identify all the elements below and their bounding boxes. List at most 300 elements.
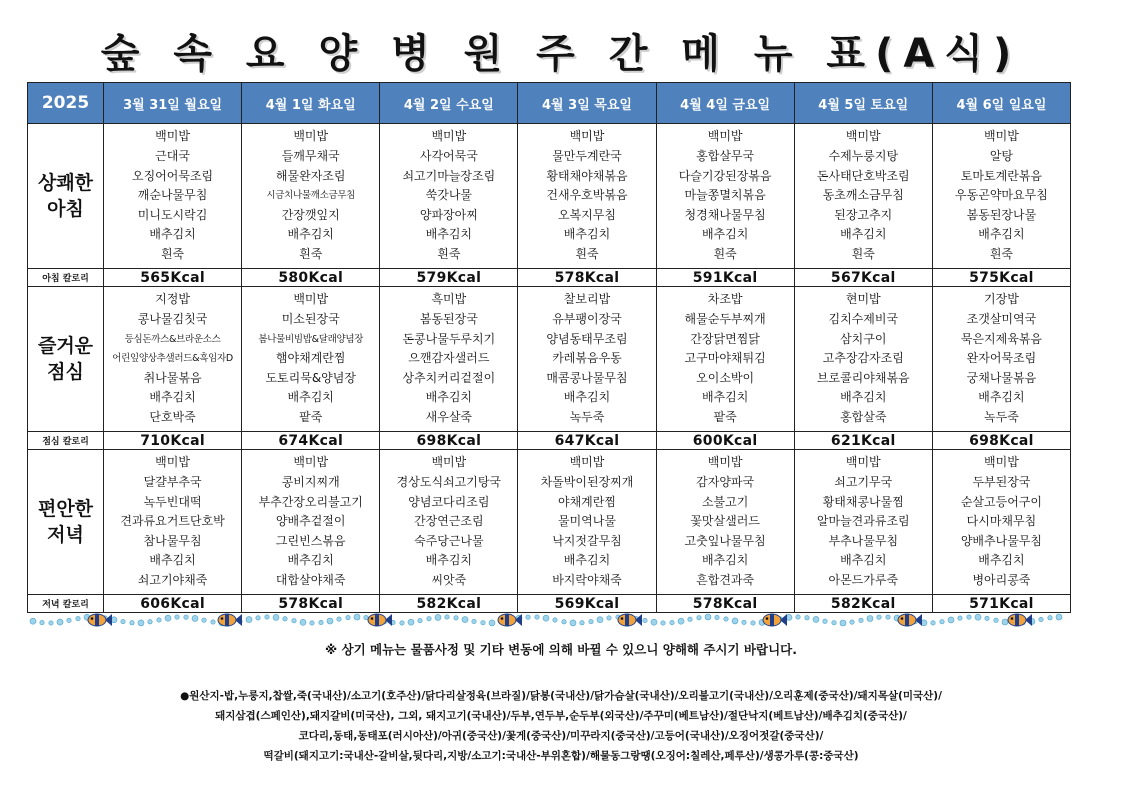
meal-label-line: 편안한 — [37, 498, 94, 520]
kcal-value: 569Kcal — [518, 595, 656, 613]
menu-item: 부추나물무침 — [828, 533, 899, 548]
bubble-icon — [435, 614, 441, 620]
change-notice: ※ 상기 메뉴는 물품사정 및 기타 변동에 의해 바뀔 수 있으니 양해해 주시기 바랍니다. — [325, 642, 797, 657]
bubble-icon — [607, 616, 611, 620]
fish-icon — [618, 614, 642, 626]
bubble-icon — [121, 619, 125, 623]
menu-item: 경상도식쇠고기탕국 — [396, 475, 502, 490]
menu-item: 아몬드가루죽 — [828, 572, 899, 587]
menu-item: 배추김치 — [701, 227, 749, 242]
menu-item: 흰죽 — [575, 246, 599, 261]
kcal-value: 578Kcal — [242, 595, 380, 613]
bubble-icon — [985, 616, 989, 620]
year-header: 2025 — [28, 83, 104, 124]
bubble-icon — [688, 617, 692, 621]
menu-cell — [104, 124, 242, 269]
kcal-label: 저녁 칼로리 — [28, 595, 104, 613]
menu-item: 백미밥 — [569, 455, 605, 470]
menu-item: 배추김치 — [149, 227, 196, 242]
menu-item: 김치수제비국 — [828, 312, 899, 327]
origin-line: 코다리,동태,동태포(러시아산)/아귀(중국산)/꽃게(중국산)/미꾸라지(중국산)/고등어(국내산)/오징어젓갈(중국산)/ — [298, 730, 824, 742]
menu-item: 두부된장국 — [972, 475, 1031, 490]
bubble-icon — [651, 619, 657, 625]
menu-cell — [242, 450, 380, 595]
menu-item: 카레볶음우동 — [552, 351, 622, 366]
menu-item: 바지락야채죽 — [552, 572, 622, 587]
bubble-icon — [535, 615, 539, 619]
kcal-value: 591Kcal — [656, 269, 794, 287]
bubble-icon — [948, 617, 954, 623]
menu-item: 궁채나물볶음 — [966, 370, 1037, 385]
kcal-value: 565Kcal — [104, 269, 242, 287]
bubble-icon — [589, 619, 593, 623]
bubble-icon — [30, 618, 36, 624]
menu-item: 녹두죽 — [984, 409, 1019, 424]
bubble-icon — [886, 615, 890, 619]
kcal-value: 578Kcal — [518, 269, 656, 287]
menu-cell — [380, 124, 518, 269]
kcal-value: 621Kcal — [794, 432, 932, 450]
bubble-icon — [265, 615, 269, 619]
menu-item: 브로콜리야채볶음 — [816, 370, 910, 385]
menu-item: 백미밥 — [431, 455, 467, 470]
menu-item: 흰죽 — [437, 246, 461, 261]
bubble-icon — [724, 617, 728, 621]
bubble-icon — [994, 618, 998, 622]
menu-item: 쇠고기야채죽 — [137, 572, 208, 587]
bubble-icon — [526, 615, 530, 619]
day-header: 4월 6일 일요일 — [932, 83, 1070, 124]
bubble-icon — [661, 621, 665, 625]
bubble-icon — [543, 615, 549, 621]
menu-item: 간장닭면찜닭 — [690, 331, 760, 346]
bubble-icon — [202, 618, 206, 622]
menu-item: 배추김치 — [149, 390, 196, 405]
menu-cell — [380, 287, 518, 432]
menu-cell — [656, 287, 794, 432]
kcal-value: 674Kcal — [242, 432, 380, 450]
bubble-icon — [427, 617, 431, 621]
bubble-icon — [472, 619, 476, 623]
menu-item: 현미밥 — [845, 292, 881, 307]
menu-item: 야채계란찜 — [558, 494, 616, 509]
menu-item: 된장고추지 — [834, 207, 893, 222]
menu-item: 콩비지찌개 — [281, 475, 340, 490]
bubble-icon — [400, 621, 404, 625]
menu-item: 대합살야채죽 — [275, 572, 346, 587]
menu-item: 돈콩나물두루치기 — [402, 331, 496, 346]
menu-item: 햄야채계란찜 — [275, 351, 346, 366]
meal-label-line: 아침 — [47, 198, 84, 220]
bubble-icon — [157, 618, 161, 622]
fish-icon — [88, 614, 112, 626]
menu-cell — [104, 450, 242, 595]
bubble-icon — [292, 619, 296, 623]
menu-item: 흔합견과죽 — [696, 572, 755, 587]
bubble-icon — [840, 620, 846, 626]
meal-label — [28, 450, 104, 595]
menu-item: 차돌박이된장찌개 — [540, 475, 634, 490]
origin-line: 돼지삼겹(스페인산),돼지갈비(미국산), 그외, 돼지고기(국내산)/두부,연두부,순두부(외국산)/주꾸미(베트남산)/절단낙지(베트남산)/배추김치(중국산)/ — [215, 710, 907, 722]
bubble-icon — [454, 616, 458, 620]
meal-row — [28, 124, 1071, 269]
bubble-icon — [813, 616, 819, 622]
bubble-icon — [192, 615, 198, 621]
bubble-icon — [823, 619, 827, 623]
menu-item: 삼치구이 — [840, 331, 887, 346]
menu-item: 단호박죽 — [149, 409, 196, 424]
menu-item: 우동곤약마요무침 — [955, 188, 1048, 203]
menu-item: 흰죽 — [713, 246, 737, 261]
menu-item: 사각어묵국 — [419, 149, 478, 164]
bubble-icon — [319, 620, 323, 624]
menu-item: 청경채나물무침 — [684, 207, 766, 222]
day-header: 4월 1일 화요일 — [242, 83, 380, 124]
menu-item: 백미밥 — [293, 129, 329, 144]
menu-item: 그린빈스볶음 — [275, 533, 346, 548]
day-header: 4월 5일 토요일 — [794, 83, 932, 124]
menu-item: 부추간장오리불고기 — [258, 494, 363, 509]
bubble-icon — [877, 615, 881, 619]
bubble-icon — [418, 618, 422, 622]
kcal-value: 698Kcal — [932, 432, 1070, 450]
menu-item: 취나물볶음 — [143, 370, 202, 385]
menu-item: 어린잎양상추샐러드&흑임자D — [112, 353, 233, 365]
bubble-icon — [1002, 619, 1008, 625]
menu-item: 쇠고기마늘장조림 — [402, 168, 496, 183]
menu-item: 백미밥 — [293, 455, 329, 470]
menu-item: 봄나물비빔밥&달래양념장 — [258, 333, 364, 345]
bubble-icon — [489, 620, 495, 626]
bubble-icon — [310, 621, 314, 625]
menu-item: 미소된장국 — [281, 312, 340, 327]
bubble-icon — [57, 619, 63, 625]
fish-icon — [368, 614, 392, 626]
menu-item: 지정밥 — [155, 292, 190, 307]
menu-item: 묵은지제육볶음 — [960, 331, 1042, 346]
bubble-icon — [300, 619, 306, 625]
menu-item: 양파장아찌 — [419, 207, 478, 222]
menu-item: 양념코다리조림 — [408, 494, 490, 509]
menu-item: 감자양파국 — [696, 475, 755, 490]
kcal-value: 578Kcal — [656, 595, 794, 613]
menu-cell — [242, 124, 380, 269]
menu-item: 토마토계란볶음 — [960, 168, 1042, 183]
menu-cell — [104, 287, 242, 432]
bubble-icon — [705, 614, 711, 620]
menu-item: 배추김치 — [563, 553, 611, 568]
menu-item: 다시마채무침 — [966, 514, 1037, 529]
meal-label-line: 상쾌한 — [37, 172, 94, 194]
menu-item: 병아리콩죽 — [972, 572, 1031, 587]
bubble-icon — [346, 615, 350, 619]
menu-item: 팥죽 — [299, 409, 323, 424]
menu-item: 봄동된장국 — [419, 312, 478, 327]
menu-item: 도토리묵&양념장 — [265, 370, 356, 385]
menu-item: 오징어어묵조림 — [131, 168, 214, 183]
menu-item: 간장깻잎지 — [281, 207, 340, 222]
bubble-icon — [751, 621, 755, 625]
menu-item: 양념동태무조림 — [546, 331, 628, 346]
kcal-value: 567Kcal — [794, 269, 932, 287]
menu-item: 흰죽 — [851, 246, 875, 261]
bubble-icon — [805, 616, 809, 620]
bubble-icon — [1056, 614, 1062, 620]
menu-item: 돈사태단호박조림 — [816, 168, 910, 183]
menu-item: 배추김치 — [563, 227, 611, 242]
menu-item: 낙지젓갈무침 — [552, 533, 622, 548]
bubble-icon — [867, 616, 873, 622]
menu-item: 건새우호박볶음 — [546, 188, 628, 203]
menu-item: 동초깨소금무침 — [822, 188, 904, 203]
bubble-icon — [597, 617, 603, 623]
bubble-icon — [580, 621, 584, 625]
kcal-value: 600Kcal — [656, 432, 794, 450]
menu-item: 양배추겉절이 — [275, 514, 346, 529]
menu-item: 다슬기강된장볶음 — [678, 168, 772, 183]
meal-label-line: 저녁 — [47, 524, 84, 546]
bubble-icon — [715, 615, 719, 619]
bubble-icon — [256, 616, 260, 620]
menu-item: 견과류요거트단호박 — [120, 514, 225, 529]
origin-info — [40, 686, 1082, 766]
bubble-icon — [481, 621, 485, 625]
menu-item: 순살고등어구이 — [960, 494, 1042, 509]
menu-item: 흰죽 — [299, 246, 323, 261]
kcal-value: 582Kcal — [794, 595, 932, 613]
menu-item: 흑미밥 — [431, 292, 467, 307]
menu-item: 백미밥 — [431, 129, 467, 144]
menu-item: 들깨무채국 — [281, 149, 340, 164]
menu-cell — [518, 287, 656, 432]
day-header: 4월 2일 수요일 — [380, 83, 518, 124]
menu-item: 배추김치 — [425, 227, 473, 242]
bubble-icon — [67, 618, 71, 622]
menu-item: 알마늘견과류조림 — [816, 514, 910, 529]
menu-item: 배추김치 — [287, 227, 334, 242]
header-row — [28, 83, 1071, 124]
bubble-icon — [130, 621, 134, 625]
bubble-icon — [462, 617, 468, 623]
day-header: 4월 3일 목요일 — [518, 83, 656, 124]
menu-item: 황태채야채볶음 — [546, 168, 628, 183]
bubble-icon — [327, 618, 333, 624]
fish-icon — [218, 614, 242, 626]
menu-item: 차조밥 — [707, 292, 743, 307]
bubble-icon — [678, 618, 684, 624]
menu-item: 쇠고기무국 — [834, 475, 893, 490]
kcal-value: 575Kcal — [932, 269, 1070, 287]
page-title: 숲 속 요 양 병 원 주 간 메 뉴 표(A식) — [100, 31, 1022, 77]
menu-item: 녹두죽 — [569, 409, 605, 424]
menu-item: 백미밥 — [155, 455, 190, 470]
bubble-icon — [211, 620, 215, 624]
menu-item: 백미밥 — [845, 455, 881, 470]
bubble-icon — [40, 620, 44, 624]
menu-item: 흰죽 — [160, 246, 185, 261]
bubble-icon — [832, 621, 836, 625]
menu-item: 백미밥 — [984, 455, 1019, 470]
menu-item: 고구마야채튀김 — [684, 351, 766, 366]
bubble-icon — [138, 620, 144, 626]
menu-item: 녹두빈대떡 — [143, 494, 202, 509]
menu-item: 물만두계란국 — [552, 149, 622, 164]
menu-item: 쑥갓나물 — [425, 188, 473, 203]
menu-item: 유부팽이장국 — [552, 312, 622, 327]
menu-item: 배추김치 — [840, 553, 887, 568]
menu-item: 배추김치 — [978, 227, 1025, 242]
menu-item: 미니도시락김 — [137, 207, 208, 222]
meal-label-line: 점심 — [47, 361, 84, 383]
menu-cell — [518, 124, 656, 269]
menu-item: 시금치나물깨소금무침 — [266, 190, 356, 202]
menu-item: 배추김치 — [701, 390, 749, 405]
bubble-icon — [49, 621, 53, 625]
meal-row — [28, 450, 1071, 595]
menu-item: 황태채콩나물찜 — [822, 494, 904, 509]
bubble-icon — [643, 618, 647, 622]
kcal-row — [28, 432, 1071, 450]
menu-cell — [242, 287, 380, 432]
menu-item: 해물순두부찌개 — [684, 312, 766, 327]
bubble-icon — [931, 621, 935, 625]
menu-item: 백미밥 — [707, 129, 743, 144]
menu-cell — [656, 450, 794, 595]
menu-item: 백미밥 — [707, 455, 743, 470]
kcal-label: 아침 칼로리 — [28, 269, 104, 287]
bubble-icon — [940, 620, 944, 624]
menu-cell — [932, 450, 1070, 595]
kcal-row — [28, 269, 1071, 287]
kcal-value: 710Kcal — [104, 432, 242, 450]
menu-item: 배추김치 — [425, 390, 473, 405]
menu-item: 숙주당근나물 — [414, 533, 484, 548]
kcal-value: 579Kcal — [380, 269, 518, 287]
menu-item: 조갯살미역국 — [966, 312, 1037, 327]
bubble-icon — [184, 615, 188, 619]
meal-label-line: 즐거운 — [37, 335, 94, 357]
bubble-icon — [273, 614, 279, 620]
kcal-value: 582Kcal — [380, 595, 518, 613]
bubble-icon — [246, 617, 252, 623]
bubble-icon — [408, 619, 414, 625]
menu-item: 배추김치 — [287, 553, 334, 568]
menu-item: 콩나물김칫국 — [137, 312, 208, 327]
meal-row — [28, 287, 1071, 432]
menu-item: 마늘쫑멸치볶음 — [684, 188, 766, 203]
bubble-icon — [697, 616, 701, 620]
menu-item: 물미역나물 — [558, 514, 616, 529]
menu-item: 간장연근조림 — [414, 514, 484, 529]
bubble-icon — [859, 618, 863, 622]
meal-label — [28, 124, 104, 269]
menu-item: 팥죽 — [713, 409, 737, 424]
kcal-value: 698Kcal — [380, 432, 518, 450]
weekly-menu-table — [27, 82, 1071, 613]
menu-item: 배추김치 — [978, 553, 1025, 568]
menu-cell — [932, 287, 1070, 432]
bubble-icon — [967, 615, 971, 619]
menu-cell — [794, 450, 932, 595]
menu-item: 백미밥 — [569, 129, 605, 144]
menu-item: 홍합살무국 — [696, 149, 755, 164]
kcal-value: 647Kcal — [518, 432, 656, 450]
fish-icon — [763, 614, 787, 626]
bubble-icon — [364, 615, 368, 619]
menu-item: 배추김치 — [563, 390, 611, 405]
menu-item: 백미밥 — [293, 292, 329, 307]
bubble-icon — [850, 620, 854, 624]
bubble-icon — [562, 620, 566, 624]
bubble-icon — [742, 620, 746, 624]
bubble-icon — [553, 618, 557, 622]
menu-item: 배추김치 — [287, 390, 334, 405]
menu-item: 해물완자조림 — [275, 168, 346, 183]
bubble-icon — [1048, 616, 1052, 620]
menu-item: 오이소박이 — [696, 370, 755, 385]
menu-item: 백미밥 — [155, 129, 190, 144]
bubble-icon — [796, 615, 800, 619]
menu-item: 배추김치 — [840, 227, 887, 242]
menu-item: 고춧잎나물무침 — [684, 533, 766, 548]
menu-cell — [794, 124, 932, 269]
fish-icon — [898, 614, 922, 626]
bubble-icon — [1039, 617, 1043, 621]
menu-item: 상추치커리겉절이 — [402, 370, 496, 385]
menu-item: 수제누룽지탕 — [828, 149, 899, 164]
bubble-icon — [958, 616, 962, 620]
menu-cell — [932, 124, 1070, 269]
menu-item: 배추김치 — [149, 553, 196, 568]
menu-item: 흰죽 — [989, 246, 1014, 261]
menu-item: 근대국 — [155, 149, 190, 164]
fish-icon — [1008, 614, 1032, 626]
meal-label — [28, 287, 104, 432]
bubble-icon — [445, 615, 449, 619]
menu-cell — [380, 450, 518, 595]
menu-item: 매콤콩나물무침 — [546, 370, 628, 385]
menu-item: 오복지무침 — [558, 207, 616, 222]
menu-item: 깨순나물무침 — [137, 188, 208, 203]
menu-item: 백미밥 — [845, 129, 881, 144]
bubble-icon — [975, 614, 981, 620]
kcal-value: 580Kcal — [242, 269, 380, 287]
menu-item: 봄동된장나물 — [966, 207, 1037, 222]
menu-item: 꽃맛살샐러드 — [690, 514, 760, 529]
bubble-icon — [148, 620, 152, 624]
menu-item: 으깬감자샐러드 — [408, 351, 490, 366]
bubble-icon — [670, 620, 674, 624]
menu-item: 배추김치 — [701, 553, 749, 568]
menu-item: 배추김치 — [425, 553, 473, 568]
menu-item: 소불고기 — [701, 494, 749, 509]
origin-line: ●원산지-밥,누룽지,찹쌀,죽(국내산)/소고기(호주산)/닭다리살정육(브라질)/닭봉(국내산)/닭가슴살(국내산)/오리불고기(국내산)/오리훈제(중국산)/돼지목살(미국산)/ — [180, 690, 942, 702]
kcal-value: 606Kcal — [104, 595, 242, 613]
bubble-icon — [732, 618, 738, 624]
bubble-icon — [570, 620, 576, 626]
menu-item: 새우살죽 — [425, 409, 473, 424]
bubble-icon — [283, 617, 287, 621]
fish-bubble-divider — [27, 609, 1071, 631]
menu-item: 알탕 — [989, 149, 1014, 164]
bubble-icon — [175, 615, 179, 619]
menu-item: 찰보리밥 — [563, 292, 611, 307]
menu-cell — [518, 450, 656, 595]
menu-item: 양배추나물무침 — [960, 533, 1042, 548]
bubble-icon — [165, 615, 171, 621]
origin-line: 떡갈비(돼지고기:국내산-갈비살,뒷다리,지방/소고기:국내산-부위혼합)/해물동그랑땡(오징어:칠레산,페루산)/생콩가루(콩:중국산) — [263, 750, 859, 762]
menu-item: 고추장감자조림 — [822, 351, 904, 366]
